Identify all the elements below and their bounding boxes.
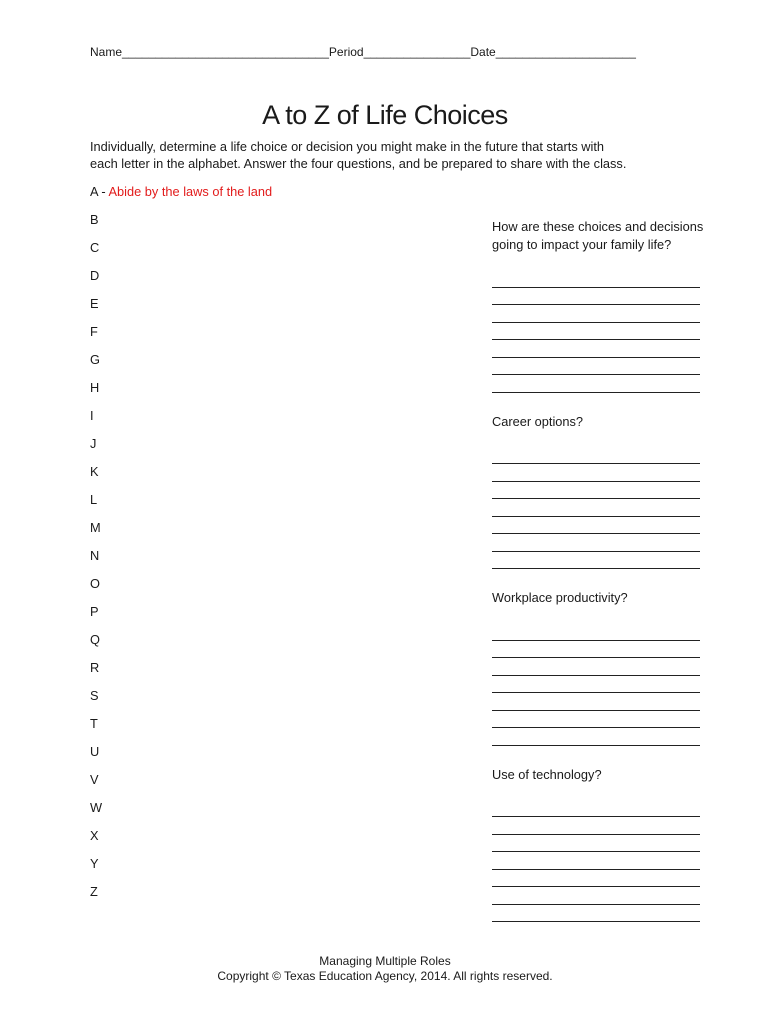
letter-x: X: [90, 828, 99, 843]
answer-line[interactable]: [492, 852, 700, 870]
letter-t: T: [90, 716, 98, 731]
answer-line[interactable]: [492, 340, 700, 358]
answer-line[interactable]: [492, 870, 700, 888]
answer-line[interactable]: [492, 482, 700, 500]
letter-f: F: [90, 324, 98, 339]
answer-line[interactable]: [492, 517, 700, 535]
letter-c: C: [90, 240, 100, 255]
answer-line[interactable]: [492, 800, 700, 818]
answer-line[interactable]: [492, 375, 700, 393]
question-text: How are these choices and decisions going to impact your family life?: [492, 219, 704, 252]
letter-p: P: [90, 604, 99, 619]
answer-line[interactable]: [492, 728, 700, 746]
answer-line[interactable]: [492, 623, 700, 641]
letter-y: Y: [90, 856, 99, 871]
letter-m: M: [90, 520, 101, 535]
answer-lines: [492, 270, 707, 393]
letter-n: N: [90, 548, 100, 563]
answer-line[interactable]: [492, 447, 700, 465]
letter-v: V: [90, 772, 99, 787]
answer-line[interactable]: [492, 305, 700, 323]
answer-line[interactable]: [492, 887, 700, 905]
answer-line[interactable]: [492, 835, 700, 853]
answer-line[interactable]: [492, 499, 700, 517]
question-block: [492, 766, 707, 923]
letter-r: R: [90, 660, 100, 675]
answer-line[interactable]: [492, 323, 700, 341]
letter-o: O: [90, 576, 100, 591]
question-block: [492, 589, 707, 746]
questions-column: [492, 218, 707, 942]
letter-z: Z: [90, 884, 98, 899]
letter-g: G: [90, 352, 100, 367]
answer-line[interactable]: [492, 288, 700, 306]
answer-lines: [492, 623, 707, 746]
instructions-line-2: each letter in the alphabet. Answer the four questions, and be prepared to share with the class.: [90, 156, 627, 171]
question-block: [492, 413, 707, 570]
answer-line[interactable]: [492, 905, 700, 923]
letter-s: S: [90, 688, 99, 703]
letter-e: E: [90, 296, 99, 311]
answer-line[interactable]: [492, 534, 700, 552]
answer-line[interactable]: [492, 358, 700, 376]
letter-b: B: [90, 212, 99, 227]
footer: [0, 954, 770, 984]
letter-d: D: [90, 268, 100, 283]
question-block: [492, 218, 707, 393]
answer-lines: [492, 447, 707, 570]
letter-k: K: [90, 464, 99, 479]
instructions-line-1: Individually, determine a life choice or decision you might make in the future that starts with: [90, 139, 605, 154]
answer-line[interactable]: [492, 464, 700, 482]
answer-line[interactable]: [492, 658, 700, 676]
instructions: [90, 138, 690, 172]
alphabet-list: [90, 212, 102, 912]
name-period-date-line: Name_______________________________Period________________Date_____________________: [90, 45, 636, 59]
footer-course: Managing Multiple Roles: [319, 954, 451, 968]
letter-j: J: [90, 436, 97, 451]
answer-line[interactable]: [492, 693, 700, 711]
letter-a-example: Abide by the laws of the land: [108, 184, 273, 199]
answer-lines: [492, 800, 707, 923]
letter-i: I: [90, 408, 94, 423]
question-text: Use of technology?: [492, 766, 602, 782]
answer-line[interactable]: [492, 676, 700, 694]
question-text: Career options?: [492, 413, 584, 429]
answer-line[interactable]: [492, 711, 700, 729]
question-text: Workplace productivity?: [492, 590, 628, 605]
footer-copyright: Copyright © Texas Education Agency, 2014. All rights reserved.: [217, 969, 553, 983]
page-title: A to Z of Life Choices: [262, 100, 508, 130]
letter-u: U: [90, 744, 100, 759]
letter-w: W: [90, 800, 103, 815]
answer-line[interactable]: [492, 641, 700, 659]
answer-line[interactable]: [492, 270, 700, 288]
answer-line[interactable]: [492, 817, 700, 835]
answer-line[interactable]: [492, 552, 700, 570]
letter-a-prefix: A -: [90, 184, 109, 199]
letter-h: H: [90, 380, 100, 395]
letter-a-row: [90, 184, 272, 199]
letter-l: L: [90, 492, 98, 507]
letter-q: Q: [90, 632, 100, 647]
